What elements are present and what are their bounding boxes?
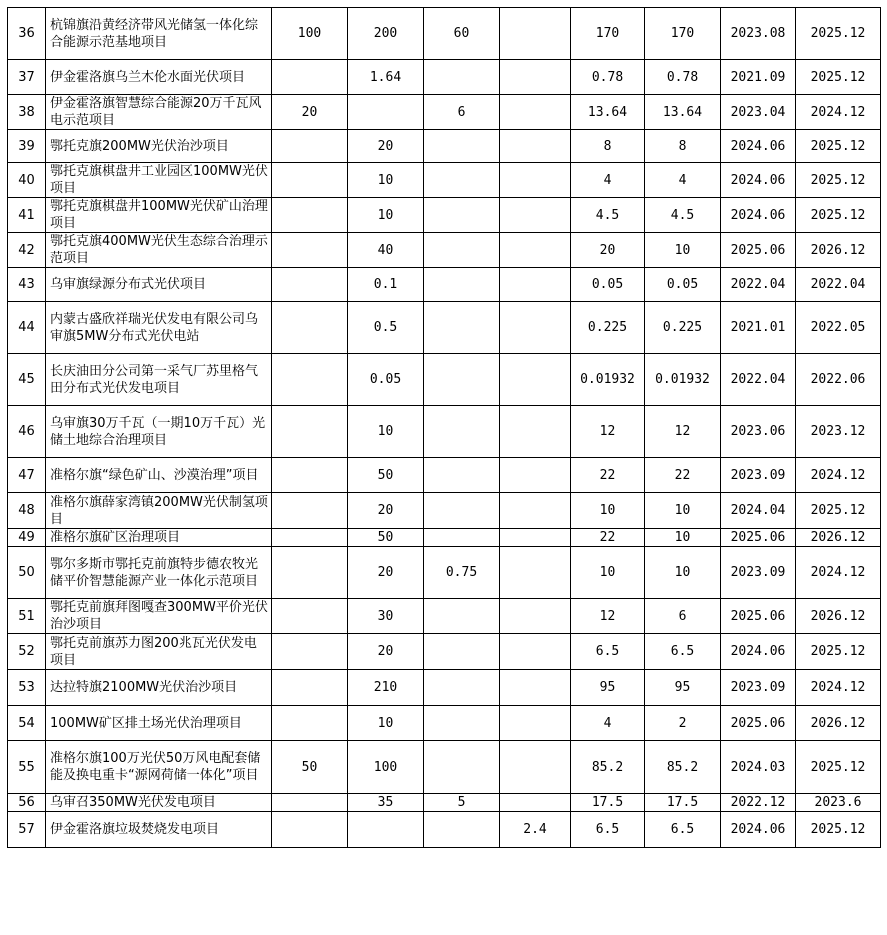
col-2-cell [348, 95, 424, 130]
table-row [8, 670, 881, 706]
col-2-cell: 100 [348, 741, 424, 794]
col-5-cell: 8 [571, 130, 645, 163]
col-6-cell: 2 [645, 706, 721, 741]
col-2-cell: 0.5 [348, 302, 424, 354]
start-date-cell: 2021.09 [721, 60, 796, 95]
col-2-cell: 50 [348, 529, 424, 547]
row-number-cell: 56 [8, 794, 46, 812]
col-3-cell: 0.75 [424, 547, 500, 599]
end-date-cell: 2025.12 [796, 493, 881, 529]
table-row [8, 493, 881, 529]
start-date-cell: 2023.09 [721, 547, 796, 599]
project-name-cell: 乌审旗绿源分布式光伏项目 [46, 268, 272, 302]
col-4-cell [500, 302, 571, 354]
col-2-cell: 20 [348, 493, 424, 529]
col-5-cell: 4.5 [571, 198, 645, 233]
end-date-cell: 2024.12 [796, 547, 881, 599]
col-2-cell: 1.64 [348, 60, 424, 95]
col-3-cell [424, 458, 500, 493]
col-4-cell [500, 163, 571, 198]
table-row [8, 458, 881, 493]
table-row [8, 233, 881, 268]
project-name-cell: 鄂托克旗200MW光伏治沙项目 [46, 130, 272, 163]
col-1-cell [272, 60, 348, 95]
col-1-cell [272, 493, 348, 529]
col-4-cell [500, 268, 571, 302]
col-5-cell: 6.5 [571, 812, 645, 848]
col-1-cell [272, 812, 348, 848]
col-3-cell: 6 [424, 95, 500, 130]
col-4-cell [500, 130, 571, 163]
row-number-cell: 49 [8, 529, 46, 547]
col-4-cell [500, 8, 571, 60]
start-date-cell: 2025.06 [721, 529, 796, 547]
start-date-cell: 2024.06 [721, 130, 796, 163]
table-row [8, 302, 881, 354]
col-3-cell [424, 812, 500, 848]
start-date-cell: 2022.04 [721, 354, 796, 406]
project-name-cell: 鄂托克旗棋盘井工业园区100MW光伏项目 [46, 163, 272, 198]
end-date-cell: 2023.6 [796, 794, 881, 812]
row-number-cell: 51 [8, 599, 46, 634]
col-4-cell [500, 95, 571, 130]
project-name-cell: 鄂尔多斯市鄂托克前旗特步德农牧光储平价智慧能源产业一体化示范项目 [46, 547, 272, 599]
end-date-cell: 2022.05 [796, 302, 881, 354]
col-3-cell [424, 163, 500, 198]
end-date-cell: 2025.12 [796, 741, 881, 794]
row-number-cell: 55 [8, 741, 46, 794]
col-1-cell [272, 706, 348, 741]
project-name-cell: 伊金霍洛旗智慧综合能源20万千瓦风电示范项目 [46, 95, 272, 130]
end-date-cell: 2025.12 [796, 130, 881, 163]
col-6-cell: 4.5 [645, 198, 721, 233]
col-3-cell [424, 60, 500, 95]
start-date-cell: 2024.03 [721, 741, 796, 794]
col-3-cell [424, 599, 500, 634]
col-2-cell: 10 [348, 198, 424, 233]
row-number-cell: 45 [8, 354, 46, 406]
col-2-cell: 0.05 [348, 354, 424, 406]
col-5-cell: 10 [571, 547, 645, 599]
col-5-cell: 0.01932 [571, 354, 645, 406]
row-number-cell: 57 [8, 812, 46, 848]
table-row [8, 812, 881, 848]
project-name-cell: 准格尔旗“绿色矿山、沙漠治理”项目 [46, 458, 272, 493]
end-date-cell: 2022.06 [796, 354, 881, 406]
col-3-cell [424, 130, 500, 163]
col-5-cell: 6.5 [571, 634, 645, 670]
project-name-cell: 乌审召350MW光伏发电项目 [46, 794, 272, 812]
table-row [8, 529, 881, 547]
end-date-cell: 2024.12 [796, 95, 881, 130]
end-date-cell: 2024.12 [796, 458, 881, 493]
row-number-cell: 50 [8, 547, 46, 599]
col-5-cell: 0.05 [571, 268, 645, 302]
col-2-cell: 20 [348, 634, 424, 670]
project-name-cell: 伊金霍洛旗乌兰木伦水面光伏项目 [46, 60, 272, 95]
project-name-cell: 鄂托克旗棋盘井100MW光伏矿山治理项目 [46, 198, 272, 233]
col-2-cell: 0.1 [348, 268, 424, 302]
start-date-cell: 2023.09 [721, 670, 796, 706]
end-date-cell: 2026.12 [796, 599, 881, 634]
col-4-cell [500, 706, 571, 741]
end-date-cell: 2025.12 [796, 812, 881, 848]
col-5-cell: 22 [571, 529, 645, 547]
table-row [8, 599, 881, 634]
end-date-cell: 2022.04 [796, 268, 881, 302]
table-row [8, 198, 881, 233]
table-row [8, 794, 881, 812]
col-5-cell: 17.5 [571, 794, 645, 812]
col-1-cell [272, 599, 348, 634]
start-date-cell: 2025.06 [721, 706, 796, 741]
start-date-cell: 2022.12 [721, 794, 796, 812]
project-name-cell: 准格尔旗薛家湾镇200MW光伏制氢项目 [46, 493, 272, 529]
col-1-cell [272, 458, 348, 493]
col-1-cell [272, 268, 348, 302]
col-6-cell: 0.05 [645, 268, 721, 302]
col-6-cell: 0.78 [645, 60, 721, 95]
col-1-cell: 20 [272, 95, 348, 130]
col-3-cell [424, 529, 500, 547]
col-4-cell [500, 634, 571, 670]
col-2-cell: 30 [348, 599, 424, 634]
col-6-cell: 4 [645, 163, 721, 198]
project-name-cell: 乌审旗30万千瓦（一期10万千瓦）光储土地综合治理项目 [46, 406, 272, 458]
col-5-cell: 0.78 [571, 60, 645, 95]
project-name-cell: 鄂托克前旗苏力图200兆瓦光伏发电项目 [46, 634, 272, 670]
col-4-cell [500, 406, 571, 458]
row-number-cell: 39 [8, 130, 46, 163]
col-5-cell: 85.2 [571, 741, 645, 794]
col-6-cell: 10 [645, 529, 721, 547]
end-date-cell: 2025.12 [796, 634, 881, 670]
col-1-cell [272, 547, 348, 599]
col-3-cell [424, 493, 500, 529]
col-2-cell: 50 [348, 458, 424, 493]
col-3-cell [424, 670, 500, 706]
col-3-cell: 5 [424, 794, 500, 812]
col-4-cell: 2.4 [500, 812, 571, 848]
row-number-cell: 42 [8, 233, 46, 268]
col-1-cell [272, 670, 348, 706]
project-name-cell: 鄂托克旗400MW光伏生态综合治理示范项目 [46, 233, 272, 268]
table-row [8, 741, 881, 794]
col-2-cell: 20 [348, 130, 424, 163]
col-1-cell [272, 163, 348, 198]
start-date-cell: 2024.06 [721, 634, 796, 670]
col-4-cell [500, 458, 571, 493]
col-2-cell: 200 [348, 8, 424, 60]
col-4-cell [500, 493, 571, 529]
start-date-cell: 2023.09 [721, 458, 796, 493]
col-6-cell: 13.64 [645, 95, 721, 130]
project-name-cell: 达拉特旗2100MW光伏治沙项目 [46, 670, 272, 706]
col-5-cell: 95 [571, 670, 645, 706]
col-6-cell: 0.225 [645, 302, 721, 354]
end-date-cell: 2026.12 [796, 706, 881, 741]
col-6-cell: 170 [645, 8, 721, 60]
project-name-cell: 准格尔旗100万光伏50万风电配套储能及换电重卡“源网荷储一体化”项目 [46, 741, 272, 794]
col-5-cell: 12 [571, 599, 645, 634]
col-3-cell [424, 741, 500, 794]
col-4-cell [500, 354, 571, 406]
col-3-cell [424, 354, 500, 406]
row-number-cell: 48 [8, 493, 46, 529]
row-number-cell: 44 [8, 302, 46, 354]
col-1-cell [272, 233, 348, 268]
col-6-cell: 8 [645, 130, 721, 163]
col-2-cell: 10 [348, 406, 424, 458]
col-6-cell: 95 [645, 670, 721, 706]
col-6-cell: 6 [645, 599, 721, 634]
end-date-cell: 2026.12 [796, 233, 881, 268]
col-2-cell: 20 [348, 547, 424, 599]
col-4-cell [500, 529, 571, 547]
col-3-cell [424, 233, 500, 268]
row-number-cell: 43 [8, 268, 46, 302]
start-date-cell: 2022.04 [721, 268, 796, 302]
start-date-cell: 2025.06 [721, 233, 796, 268]
project-name-cell: 内蒙古盛欣祥瑞光伏发电有限公司乌审旗5MW分布式光伏电站 [46, 302, 272, 354]
col-2-cell: 10 [348, 163, 424, 198]
col-1-cell [272, 794, 348, 812]
col-5-cell: 4 [571, 706, 645, 741]
row-number-cell: 46 [8, 406, 46, 458]
col-2-cell [348, 812, 424, 848]
start-date-cell: 2021.01 [721, 302, 796, 354]
start-date-cell: 2023.04 [721, 95, 796, 130]
table-row [8, 634, 881, 670]
col-5-cell: 4 [571, 163, 645, 198]
end-date-cell: 2025.12 [796, 60, 881, 95]
col-1-cell [272, 130, 348, 163]
col-2-cell: 10 [348, 706, 424, 741]
table-row [8, 60, 881, 95]
col-1-cell [272, 198, 348, 233]
col-1-cell: 50 [272, 741, 348, 794]
col-6-cell: 22 [645, 458, 721, 493]
project-name-cell: 准格尔旗矿区治理项目 [46, 529, 272, 547]
start-date-cell: 2025.06 [721, 599, 796, 634]
table-row [8, 8, 881, 60]
row-number-cell: 38 [8, 95, 46, 130]
col-4-cell [500, 233, 571, 268]
row-number-cell: 52 [8, 634, 46, 670]
col-5-cell: 13.64 [571, 95, 645, 130]
row-number-cell: 41 [8, 198, 46, 233]
col-4-cell [500, 198, 571, 233]
col-5-cell: 22 [571, 458, 645, 493]
col-6-cell: 10 [645, 493, 721, 529]
col-1-cell [272, 406, 348, 458]
col-5-cell: 20 [571, 233, 645, 268]
col-4-cell [500, 670, 571, 706]
start-date-cell: 2023.06 [721, 406, 796, 458]
table-row [8, 130, 881, 163]
project-name-cell: 鄂托克前旗拜图嘎查300MW平价光伏治沙项目 [46, 599, 272, 634]
end-date-cell: 2026.12 [796, 529, 881, 547]
col-3-cell: 60 [424, 8, 500, 60]
end-date-cell: 2025.12 [796, 8, 881, 60]
row-number-cell: 40 [8, 163, 46, 198]
col-6-cell: 10 [645, 547, 721, 599]
col-6-cell: 85.2 [645, 741, 721, 794]
col-4-cell [500, 794, 571, 812]
col-6-cell: 10 [645, 233, 721, 268]
project-name-cell: 杭锦旗沿黄经济带风光储氢一体化综合能源示范基地项目 [46, 8, 272, 60]
table-row [8, 95, 881, 130]
start-date-cell: 2024.06 [721, 163, 796, 198]
project-name-cell: 伊金霍洛旗垃圾焚烧发电项目 [46, 812, 272, 848]
table-row [8, 163, 881, 198]
col-3-cell [424, 198, 500, 233]
start-date-cell: 2024.06 [721, 812, 796, 848]
col-5-cell: 170 [571, 8, 645, 60]
col-1-cell [272, 634, 348, 670]
start-date-cell: 2024.04 [721, 493, 796, 529]
col-3-cell [424, 302, 500, 354]
col-2-cell: 40 [348, 233, 424, 268]
table-row [8, 706, 881, 741]
col-6-cell: 0.01932 [645, 354, 721, 406]
col-3-cell [424, 634, 500, 670]
end-date-cell: 2025.12 [796, 198, 881, 233]
row-number-cell: 53 [8, 670, 46, 706]
table-row [8, 354, 881, 406]
end-date-cell: 2024.12 [796, 670, 881, 706]
table-row [8, 268, 881, 302]
row-number-cell: 36 [8, 8, 46, 60]
col-3-cell [424, 406, 500, 458]
col-1-cell [272, 302, 348, 354]
col-4-cell [500, 741, 571, 794]
project-name-cell: 100MW矿区排土场光伏治理项目 [46, 706, 272, 741]
col-1-cell [272, 354, 348, 406]
col-4-cell [500, 599, 571, 634]
end-date-cell: 2023.12 [796, 406, 881, 458]
col-3-cell [424, 268, 500, 302]
table-row [8, 406, 881, 458]
start-date-cell: 2023.08 [721, 8, 796, 60]
col-4-cell [500, 60, 571, 95]
col-6-cell: 17.5 [645, 794, 721, 812]
col-6-cell: 12 [645, 406, 721, 458]
col-4-cell [500, 547, 571, 599]
col-2-cell: 210 [348, 670, 424, 706]
project-name-cell: 长庆油田分公司第一采气厂苏里格气田分布式光伏发电项目 [46, 354, 272, 406]
col-1-cell [272, 529, 348, 547]
row-number-cell: 47 [8, 458, 46, 493]
col-1-cell: 100 [272, 8, 348, 60]
project-table [7, 7, 881, 848]
col-3-cell [424, 706, 500, 741]
col-5-cell: 10 [571, 493, 645, 529]
col-6-cell: 6.5 [645, 812, 721, 848]
end-date-cell: 2025.12 [796, 163, 881, 198]
start-date-cell: 2024.06 [721, 198, 796, 233]
row-number-cell: 54 [8, 706, 46, 741]
col-6-cell: 6.5 [645, 634, 721, 670]
col-5-cell: 0.225 [571, 302, 645, 354]
col-5-cell: 12 [571, 406, 645, 458]
col-2-cell: 35 [348, 794, 424, 812]
row-number-cell: 37 [8, 60, 46, 95]
table-row [8, 547, 881, 599]
